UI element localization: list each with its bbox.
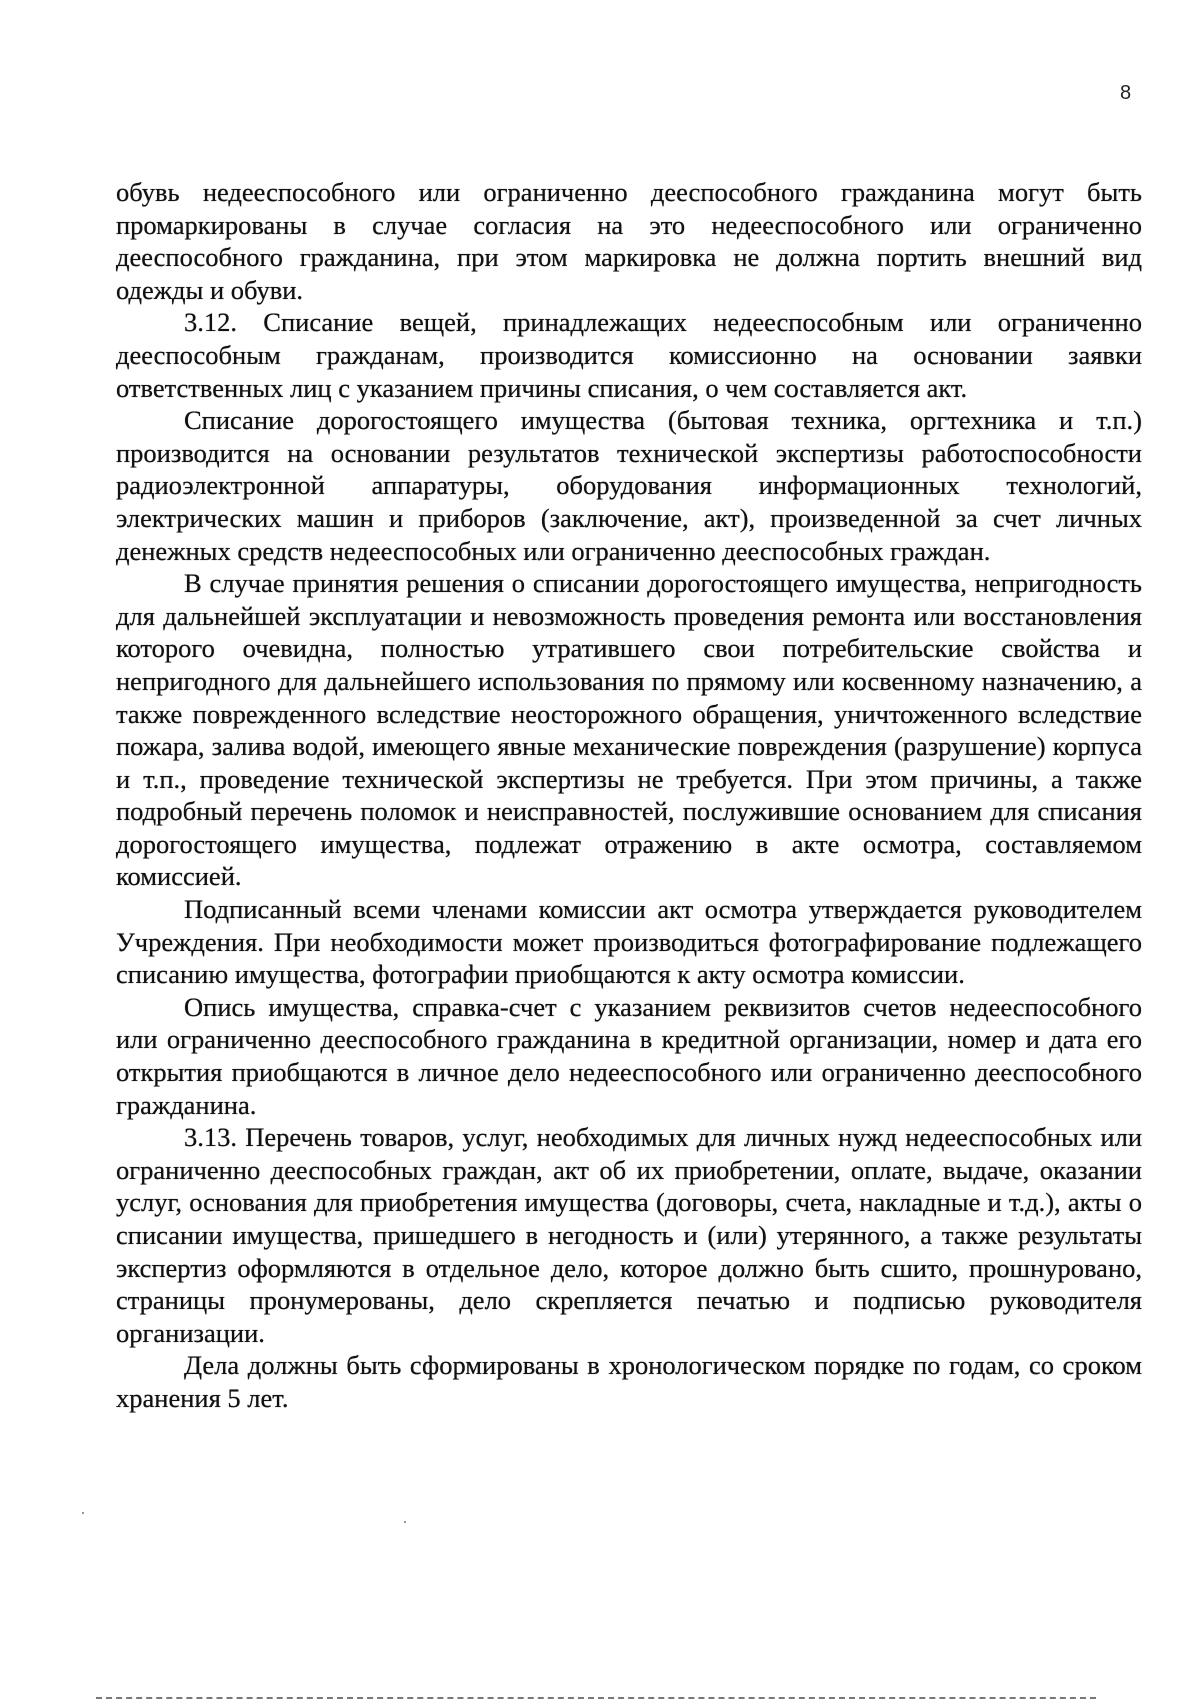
document-body [116,176,1142,1415]
scan-edge-line [96,1697,1096,1699]
paragraph-expensive-property: Списание дорогостоящего имущества (бытовая техника, оргтехника и т.п.) производится на основании результатов технической экспертизы работоспособности радиоэлектронной аппаратуры, оборудования информационных технологий, электрических машин и приборов (заключение, акт), произведенной за счет личных денежных средств недееспособных или ограниченно дееспособных граждан. [116,405,1142,566]
paragraph-3-13: 3.13. Перечень товаров, услуг, необходимых для личных нужд недееспособных или ограниченно дееспособных граждан, акт об их приобретении, оплате, выдаче, оказании услуг, основания для приобретения имущества (договоры, счета, накладные и т.д.), акты о списании имущества, пришедшего в негодность и (или) утерянного, а также результаты экспертиз оформляются в отдельное дело, которое должно быть сшито, прошнуровано, страницы пронумерованы, дело скрепляется печатью и подписью руководителя организации. [116,1122,1142,1348]
paragraph-3-12: 3.12. Списание вещей, принадлежащих недееспособным или ограниченно дееспособным гражданам, производится комиссионно на основании заявки ответственных лиц с указанием причины списания, о чем составляется акт. [116,307,1142,403]
paragraph-property-inventory: Опись имущества, справка-счет с указанием реквизитов счетов недееспособного или ограниченно дееспособного гражданина в кредитной организации, номер и дата его открытия приобщаются в личное дело недееспособного или ограниченно дееспособного гражданина. [116,991,1142,1120]
scan-artifact-dot [404,1521,406,1523]
paragraph-continuation: обувь недееспособного или ограниченно дееспособного гражданина могут быть промаркированы в случае согласия на это недееспособного или ограниченно дееспособного гражданина, при этом маркировка не должна портить внешний вид одежды и обуви. [116,177,1142,305]
paragraph-inspection-act: Подписанный всеми членами комиссии акт осмотра утверждается руководителем Учреждения. При необходимости может производиться фотографирование подлежащего списанию имущества, фотографии приобщаются к акту осмотра комиссии. [116,894,1142,990]
paragraph-no-expertise: В случае принятия решения о списании дорогостоящего имущества, непригодность для дальнейшей эксплуатации и невозможность проведения ремонта или восстановления которого очевидна, полностью утратившего свои потребительские свойства и непригодного для дальнейшего использования по прямому или косвенному назначению, а также поврежденного вследствие неосторожного обращения, уничтоженного вследствие пожара, залива водой, имеющего явные механические повреждения (разрушение) корпуса и т.п., проведение технической экспертизы не требуется. При этом причины, а также подробный перечень поломок и неисправностей, послужившие основанием для списания дорогостоящего имущества, подлежат отражению в акте осмотра, составляемом комиссией. [116,568,1142,892]
paragraph-storage-period: Дела должны быть сформированы в хронологическом порядке по годам, со сроком хранения 5 лет. [116,1350,1142,1413]
scan-artifact-dot [82,1512,84,1514]
page-number: 8 [1120,82,1132,104]
